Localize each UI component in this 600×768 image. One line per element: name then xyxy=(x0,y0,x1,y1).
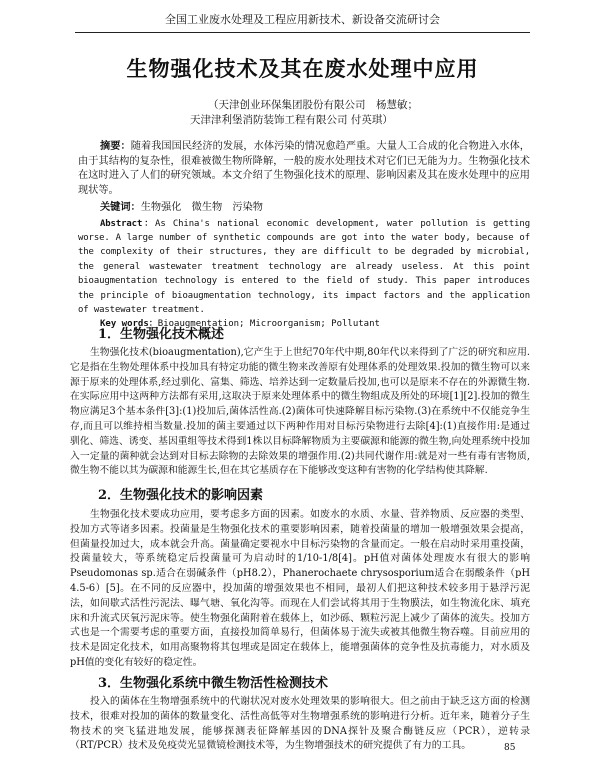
page-number: 85 xyxy=(504,743,516,753)
abstract-en xyxy=(78,217,530,318)
section-3-heading: 3．生物强化系统中微生物活性检测技术 xyxy=(98,676,329,691)
author-line-1: （天津创业环保集团股份有限公司 杨慧敏； xyxy=(208,99,418,111)
keywords-en-text: Bioaugmentation; Microorganism; Pollutant xyxy=(157,319,380,330)
paper-title: 生物强化技术及其在废水处理中应用 xyxy=(126,56,479,81)
header-rule xyxy=(75,32,530,33)
running-header: 全国工业废水处理及工程应用新技术、新设备交流研讨会 xyxy=(165,13,440,26)
author-affiliations xyxy=(190,98,430,128)
keywords-en-label: Key words： xyxy=(100,319,158,330)
abstract-cn-label: 摘要： xyxy=(100,140,131,152)
abstract-cn-text: 随着我国国民经济的发展，水体污染的情况愈趋严重。大量人工合成的化合物进入水体，由于其结构的复杂性，很难被微生物所降解，一般的废水处理技术对它们已无能为力。生物强化技术在这时进入了人们的研究领域。本文介绍了生物强化技术的原理、影响因素及其在废水处理中的应用现状等。 xyxy=(78,141,530,196)
keywords-cn-label: 关键词： xyxy=(100,201,141,213)
section-1-heading: 1．生物强化技术概述 xyxy=(98,327,225,342)
section-2-heading: 2．生物强化技术的影响因素 xyxy=(98,488,264,503)
section-2-paragraph: 生物强化技术要成功应用，要考虑多方面的因素。如废水的水质、水量、营养物质、反应器的类型、投加方式等诸多因素。投菌量是生物强化技术的重要影响因素，随着投菌量的增加一般增强效果会提高，但菌量投加过大，成本就会升高。菌量确定要视水中目标污染物的含量而定。一般在启动时采用重投菌，投菌量较大，等系统稳定后投菌量可为启动时的1/10-1/8[4]。pH值对菌体处理废水有很大的影响Pseudomonas sp.适合在弱碱条件（pH8.2），Phanerochaete chrysosporium适合在弱酸条件（pH 4.5-6）[5]。在不同的反应器中，投加菌的增强效果也不相同，最初人们把这种技术较多用于悬浮污泥法，如间歇式活性污泥法、曝气塘、氧化沟等。而现在人们尝试将其用于生物膜法，如生物流化床、填充床和升流式厌氧污泥床等。使生物强化菌附着在载体上，如沙砾、颗粒污泥上减少了菌体的流失。投加方式也是一个需要考虑的重要方面，直接投加简单易行，但菌体易于流失或被其他微生物吞噬。目前应用的技术是固定化技术，如用高聚物将其包埋或是固定在载体上，能增强菌体的竞争性及抗毒能力，对水质及pH值的变化有较好的稳定性。 xyxy=(70,509,530,668)
section-3-paragraph: 投入的菌体在生物增强系统中的代谢状况对废水处理效果的影响很大。但之前由于缺乏这方面的检测技术，很难对投加的菌体的数量变化、活性高低等对生物增强系统的影响进行分析。近年来，随着分子生物技术的突飞猛进地发展，能够探测表征降解基因的DNA探针及聚合酶链反应（PCR），逆转录（RT/PCR）技术及免疫荧光显微镜检测技术等，为生物增强技术的研究提供了有力的工具。 xyxy=(70,696,530,752)
keywords-cn-text: 生物强化 微生物 污染物 xyxy=(140,202,263,213)
abstract-cn xyxy=(78,139,530,198)
abstract-block xyxy=(78,139,530,332)
abstract-en-text: As China's national economic development, water pollution is getting worse. A large number of synthetic compounds are got into the water body, because of the complexity of their structures, they are difficult to be degraded by microbial, the general wastewater treatment technology are already useless. At this point bioaugmentation technology is entered to the field of study. This paper introduces the principle of bioaugmentation technology, its impact factors and the application of wastewater treatment. xyxy=(78,218,530,315)
author-line-2: 天津津利堡消防装饰工程有限公司 付英琪） xyxy=(190,114,393,126)
keywords-cn xyxy=(78,200,530,216)
section-1-paragraph: 生物强化技术(bioaugmentation),它产生于上世纪70年代中期,80年代以来得到了广泛的研究和应用.它是指在生物处理体系中投加具有特定功能的微生物来改善原有处理体系的处理效果.投加的微生物可以来源于原来的处理体系,经过驯化、富集、筛选、培养达到一定数量后投加,也可以是原来不存在的外源微生物.在实际应用中这两种方法都有采用,这取决于原来处理体系中的微生物组成及所处的环境[1][2].投加的微生物应满足3个基本条件[3]:(1)投加后,菌体活性高.(2)菌体可快速降解目标污染物.(3)在系统中不仅能竞争生存,而且可以维持相当数量.投加的菌主要通过以下两种作用对目标污染物进行去除[4]:(1)直接作用:是通过驯化、筛选、诱变、基因重组等技术得到1株以目标降解物质为主要碳源和能源的微生物,向处理系统中投加入一定量的菌种就会达到对目标去除物的去除效果的增强作用.(2)共同代谢作用:就是对一些有毒有害物质,微生物不能以其为碳源和能源生长,但在其它基质存在下能够改变这种有害物的化学结构使其降解. xyxy=(70,347,531,477)
abstract-en-label: Abstract： xyxy=(100,218,156,229)
